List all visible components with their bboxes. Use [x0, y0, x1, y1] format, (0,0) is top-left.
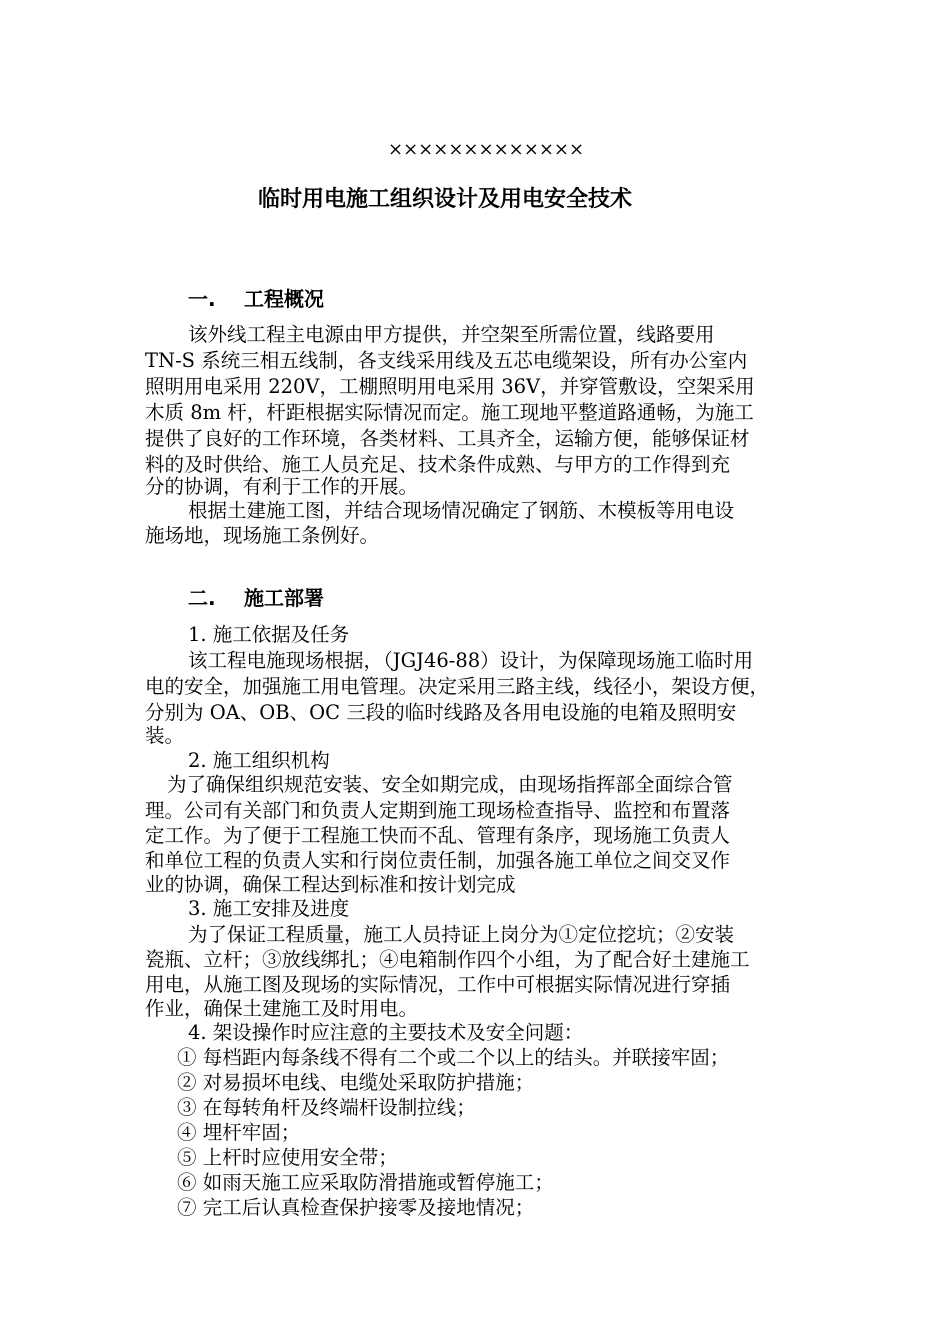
paragraph-line: 电的安全，加强施工用电管理。决定采用三路主线，线径小，架设方便， — [145, 675, 770, 698]
section-2-title: 施工部署 — [244, 586, 324, 610]
subsection-heading: 1. 施工依据及任务 — [188, 623, 350, 646]
paragraph-line: 理。公司有关部门和负责人定期到施工现场检查指导、监控和布置落 — [145, 799, 731, 822]
section-1-number: 一. — [188, 287, 216, 311]
paragraph-line: 瓷瓶、立杆；③放线绑扎；④电箱制作四个小组，为了配合好土建施工 — [145, 948, 750, 971]
list-item: ② 对易损坏电线、电缆处采取防护措施； — [177, 1071, 535, 1094]
list-item: ③ 在每转角杆及终端杆设制拉线； — [177, 1096, 476, 1119]
project-name-placeholder: ××××××××××××× — [388, 139, 585, 160]
paragraph-line: 用电，从施工图及现场的实际情况，工作中可根据实际情况进行穿插 — [145, 973, 731, 996]
paragraph-line: 该工程电施现场根据，（JGJ46-88）设计，为保障现场施工临时用 — [188, 649, 754, 672]
paragraph-line: 定工作。为了便于工程施工快而不乱、管理有条序，现场施工负责人 — [145, 824, 731, 847]
paragraph-line: 作业，确保土建施工及时用电。 — [145, 997, 419, 1020]
paragraph-line: 分的协调，有利于工作的开展。 — [145, 475, 419, 498]
paragraph-line: 和单位工程的负责人实和行岗位责任制，加强各施工单位之间交叉作 — [145, 849, 731, 872]
section-1-title: 工程概况 — [244, 287, 324, 311]
paragraph-line: 提供了良好的工作环境，各类材料、工具齐全，运输方便，能够保证材 — [145, 427, 750, 450]
paragraph-line: 分别为 OA、OB、OC 三段的临时线路及各用电设施的电箱及照明安 — [145, 701, 737, 724]
section-2-number: 二. — [188, 586, 216, 610]
subsection-heading: 2. 施工组织机构 — [188, 749, 330, 772]
list-item: ① 每档距内每条线不得有二个或二个以上的结头。并联接牢固； — [177, 1046, 730, 1069]
paragraph-line: 业的协调，确保工程达到标准和按计划完成 — [145, 873, 516, 896]
list-item: ④ 埋杆牢固； — [177, 1121, 301, 1144]
paragraph-line: 照明用电采用 220V，工棚照明用电采用 36V，并穿管敷设，空架采用 — [145, 375, 755, 398]
paragraph-line: 根据土建施工图，并结合现场情况确定了钢筋、木模板等用电设 — [188, 499, 735, 522]
paragraph-line: 该外线工程主电源由甲方提供，并空架至所需位置，线路要用 — [188, 323, 715, 346]
paragraph-line: 料的及时供给、施工人员充足、技术条件成熟、与甲方的工作得到充 — [145, 453, 731, 476]
list-item: ⑦ 完工后认真检查保护接零及接地情况； — [177, 1196, 535, 1219]
list-item: ⑤ 上杆时应使用安全带； — [177, 1146, 398, 1169]
list-item: ⑥ 如雨天施工应采取防滑措施或暂停施工； — [177, 1171, 554, 1194]
section-2-heading — [188, 585, 324, 611]
paragraph-line: TN-S 系统三相五线制，各支线采用线及五芯电缆架设，所有办公室内 — [145, 349, 748, 372]
paragraph-line: 装。 — [145, 724, 185, 747]
subsection-heading: 4. 架设操作时应注意的主要技术及安全问题： — [188, 1021, 584, 1044]
paragraph-line: 施场地，现场施工条例好。 — [145, 524, 380, 547]
paragraph-line: 为了确保组织规范安装、安全如期完成，由现场指挥部全面综合管 — [167, 773, 733, 796]
paragraph-line: 为了保证工程质量，施工人员持证上岗分为①定位挖坑；②安装 — [188, 923, 735, 946]
section-1-heading — [188, 286, 324, 312]
subsection-heading: 3. 施工安排及进度 — [188, 897, 350, 920]
document-title: 临时用电施工组织设计及用电安全技术 — [258, 187, 633, 212]
paragraph-line: 木质 8m 杆，杆距根据实际情况而定。施工现地平整道路通畅，为施工 — [145, 401, 754, 424]
